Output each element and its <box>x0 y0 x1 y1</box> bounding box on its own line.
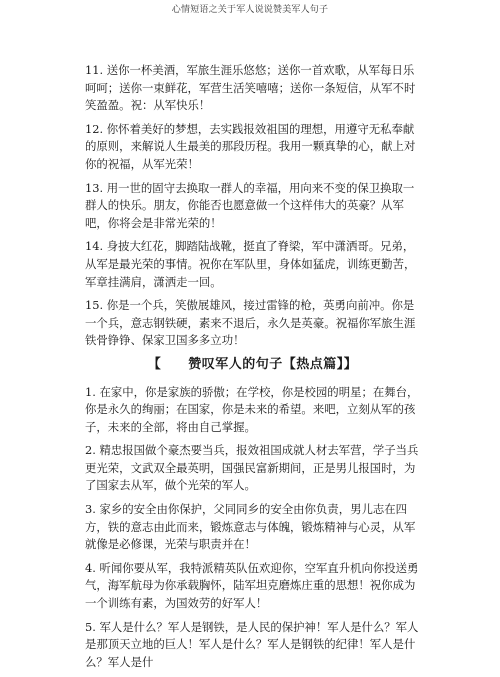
running-header: 心情短语之关于军人说说赞美军人句子 <box>171 5 329 15</box>
section-heading: 【 赞叹军人的句子【热点篇】】 <box>147 356 358 372</box>
paragraph-3: 3. 家乡的安全由你保护，父同同乡的安全由你负责，男儿志在四方，铁的意志由此而来，锻炼意志与体魄，锻炼精神与心灵，从军就像是必修课，光荣与职责并在！ <box>85 502 416 552</box>
paragraph-13: 13. 用一世的固守去换取一群人的幸福，用向来不变的保卫换取一群人的快乐。朋友，你能否也愿意做一个这样伟大的英豪？从军吧，你将会是非常光荣的！ <box>85 180 415 230</box>
paragraph-5: 5. 军人是什么？军人是钢铁，是人民的保护神！军人是什么？军人是那顶天立地的巨人！军人是什么？军人是钢铁的纪律！军人是什么？军人是什 <box>85 619 419 669</box>
document-body <box>85 62 420 677</box>
paragraph-2: 2. 精忠报国做个豪杰要当兵，报效祖国成就人材去军营，学子当兵更光荣，文武双全最英明，国强民富新期间，正是男儿报国时，为了国家去从军，做个光荣的军人。 <box>85 443 419 493</box>
paragraph-12: 12. 你怀着美好的梦想，去实践报效祖国的理想，用遵守无私奉献的原则，来解说人生最美的那段历程。我用一颗真挚的心，献上对你的祝福，从军光荣！ <box>85 121 416 171</box>
paragraph-4: 4. 听闻你要从军，我特派精英队伍欢迎你，空军直升机向你投送勇气，海军航母为你承载胸怀，陆军坦克磨炼庄重的思想！祝你成为一个训练有素，为国效劳的好军人！ <box>85 560 419 611</box>
paragraph-15: 15. 你是一个兵，笑傲展雄风，接过雷锋的枪，英勇向前冲。你是一个兵，意志钢铁硬，素来不退后，永久是英豪。祝福你军旅生涯铁骨铮铮、保家卫国多多立功！ <box>85 298 416 348</box>
paragraph-1: 1. 在家中，你是家族的骄傲；在学校，你是校园的明星；在舞台，你是永久的绚丽；在国家，你是未来的希望。来吧，立刻从军的孩子，未来的全部，将由自己掌握。 <box>85 384 419 434</box>
paragraph-11: 11. 送你一杯美酒，军旅生涯乐悠悠；送你一首欢歌，从军每日乐呵呵；送你一束鲜花，军营生活笑嘻嘻；送你一条短信，从军不时笑盈盈。祝：从军快乐！ <box>85 63 416 113</box>
paragraph-14: 14. 身披大红花，脚踏陆战靴，挺直了脊梁，军中潇洒哥。兄弟，从军是最光荣的事情。祝你在军队里，身体如猛虎，训练更勤苦，军章挂满肩，潇洒走一回。 <box>85 239 416 289</box>
